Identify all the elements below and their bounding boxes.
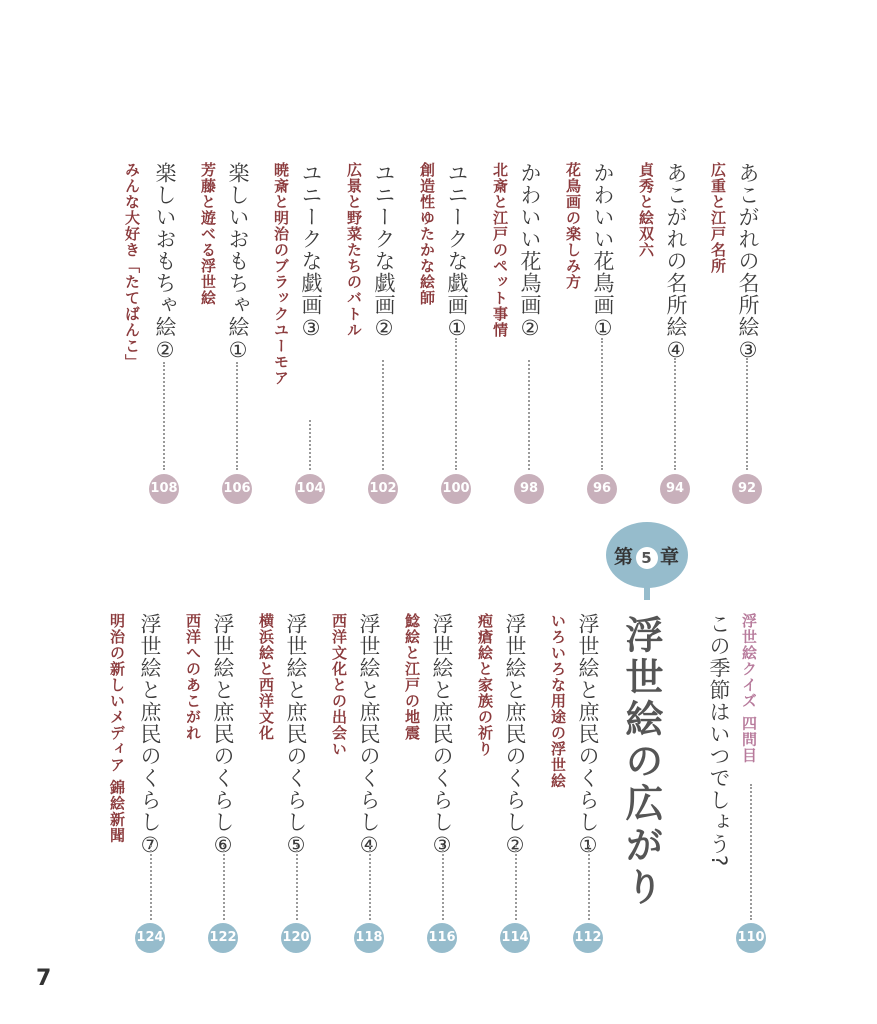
entry-title: ユニークな戯画② — [372, 162, 396, 341]
chapter-number: 5 — [636, 547, 658, 569]
chapter-prefix: 第 — [613, 546, 634, 568]
chapter-title: 浮世絵の広がり — [619, 615, 663, 909]
leader-dots — [236, 362, 238, 470]
entry-subtitle: 疱瘡絵と家族の祈り — [476, 613, 494, 757]
leader-dots — [750, 784, 752, 920]
fan-handle — [644, 584, 650, 600]
entry-title: 浮世絵と庶民のくらし⑤ — [284, 613, 308, 858]
page-badge: 114 — [500, 923, 530, 953]
entry-title: 楽しいおもちゃ絵① — [226, 162, 250, 363]
chapter-suffix: 章 — [660, 546, 681, 568]
entry-title: ユニークな戯画③ — [299, 162, 323, 341]
entry-subtitle: 花鳥画の楽しみ方 — [564, 162, 582, 290]
entry-subtitle: みんな大好き「たてばんこ」 — [123, 162, 141, 370]
entry-subtitle: 鯰絵と江戸の地震 — [403, 613, 421, 741]
entry-title: 浮世絵と庶民のくらし⑦ — [138, 613, 162, 858]
page-badge: 112 — [573, 923, 603, 953]
leader-dots — [601, 338, 603, 470]
page-badge: 108 — [149, 474, 179, 504]
page-badge: 124 — [135, 923, 165, 953]
entry-title: 浮世絵と庶民のくらし⑥ — [211, 613, 235, 858]
leader-dots — [455, 338, 457, 470]
page-badge: 92 — [732, 474, 762, 504]
quiz-title: この季節はいつでしょう? — [707, 613, 731, 868]
leader-dots — [746, 358, 748, 470]
entry-subtitle: いろいろな用途の浮世絵 — [549, 613, 567, 789]
leader-dots — [296, 845, 298, 920]
entry-title: かわいい花鳥画② — [518, 162, 542, 341]
entry-subtitle: 芳藤と遊べる浮世絵 — [199, 162, 217, 306]
entry-title: 浮世絵と庶民のくらし③ — [430, 613, 454, 858]
entry-title: ユニークな戯画① — [445, 162, 469, 341]
leader-dots — [163, 362, 165, 470]
entry-title: 浮世絵と庶民のくらし② — [503, 613, 527, 858]
entry-subtitle: 広景と野菜たちのバトル — [345, 162, 363, 338]
entry-title: 浮世絵と庶民のくらし④ — [357, 613, 381, 858]
leader-dots — [382, 360, 384, 470]
leader-dots — [150, 845, 152, 920]
entry-subtitle: 貞秀と絵双六 — [637, 162, 655, 258]
entry-title: あこがれの名所絵③ — [736, 162, 760, 363]
page-badge: 102 — [368, 474, 398, 504]
quiz-subtitle: 浮世絵クイズ 四問目 — [740, 613, 758, 764]
entry-subtitle: 創造性ゆたかな絵師 — [418, 162, 436, 306]
leader-dots — [674, 358, 676, 470]
page-badge: 116 — [427, 923, 457, 953]
page-badge: 104 — [295, 474, 325, 504]
page-badge: 94 — [660, 474, 690, 504]
leader-dots — [515, 845, 517, 920]
page-badge: 122 — [208, 923, 238, 953]
entry-subtitle: 横浜絵と西洋文化 — [257, 613, 275, 741]
page-badge: 120 — [281, 923, 311, 953]
entry-title: 浮世絵と庶民のくらし① — [576, 613, 600, 858]
leader-dots — [309, 420, 311, 470]
page-number: 7 — [36, 966, 52, 991]
page-badge: 118 — [354, 923, 384, 953]
leader-dots — [369, 845, 371, 920]
chapter-fan-emblem — [606, 522, 688, 602]
entry-subtitle: 西洋へのあこがれ — [184, 613, 202, 741]
page-badge: 98 — [514, 474, 544, 504]
page-badge: 106 — [222, 474, 252, 504]
entry-subtitle: 暁斎と明治のブラックユーモア — [272, 162, 290, 386]
entry-subtitle: 北斎と江戸のペット事情 — [491, 162, 509, 338]
leader-dots — [588, 845, 590, 920]
entry-title: 楽しいおもちゃ絵② — [153, 162, 177, 363]
chapter-label — [606, 542, 688, 569]
leader-dots — [223, 845, 225, 920]
entry-title: かわいい花鳥画① — [591, 162, 615, 341]
leader-dots — [442, 845, 444, 920]
entry-subtitle: 西洋文化との出会い — [330, 613, 348, 757]
page-badge: 110 — [736, 923, 766, 953]
entry-title: あこがれの名所絵④ — [664, 162, 688, 363]
entry-subtitle: 広重と江戸名所 — [709, 162, 727, 274]
leader-dots — [528, 360, 530, 470]
entry-subtitle: 明治の新しいメディア 錦絵新聞 — [108, 613, 126, 844]
page-badge: 96 — [587, 474, 617, 504]
page-badge: 100 — [441, 474, 471, 504]
